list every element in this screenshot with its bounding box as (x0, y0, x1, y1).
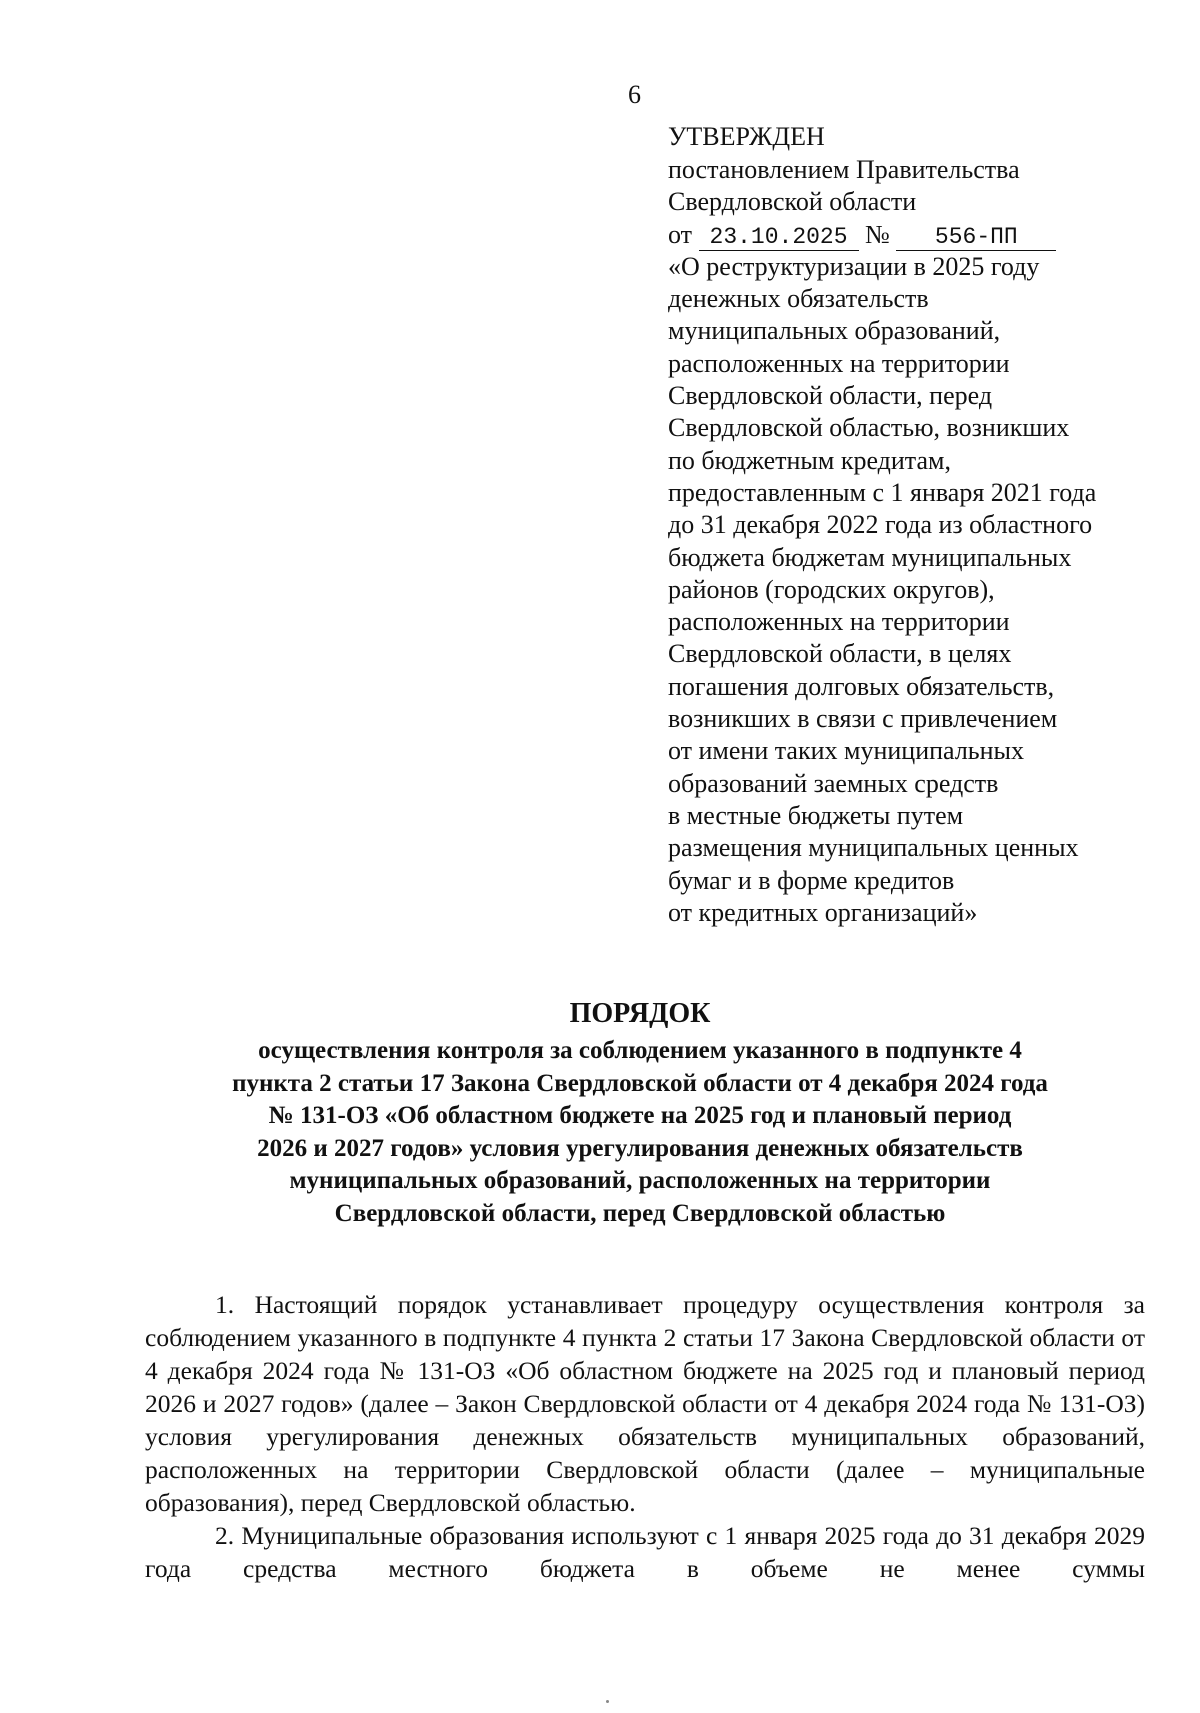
approval-title-line: Свердловской областью, возникших (668, 413, 1070, 443)
approval-title-line: в местные бюджеты путем (668, 800, 964, 830)
number-value: 556-ПП (896, 224, 1056, 251)
approval-issuer-line: постановлением Правительства (668, 155, 1020, 184)
approval-issuer-line: Свердловской области (668, 187, 917, 217)
approval-title-line: «О реструктуризации в 2025 году (668, 251, 1040, 281)
subtitle-line: муниципальных образований, расположенных на территории (289, 1167, 991, 1195)
date-prefix: от (668, 219, 693, 249)
paragraph-1: 1. Настоящий порядок устанавливает процедуру осуществления контроля за соблюдением указанного в подпункте 4 пункта 2 статьи 17 Закона Свердловской области от 4 декабря 2024 года № 131-ОЗ «Об областном бюджете на 2025 год и плановый период 2026 и 2027 годов» (далее – Закон Свердловской области от 4 декабря 2024 года № 131-ОЗ) условия урегулирования денежных обязательств муниципальных образований, расположенных на территории Свердловской области (далее – муниципальные образования), перед Свердловской областью. (145, 1290, 1145, 1517)
approval-title-line: бюджета бюджетам муниципальных (668, 542, 1072, 572)
approval-stamp (668, 120, 1168, 929)
approval-title-line: размещения муниципальных ценных (668, 833, 1079, 863)
approval-title-line: Свердловской области, в целях (668, 639, 1012, 669)
subtitle-line: Свердловской области, перед Свердловской областью (334, 1199, 946, 1227)
approval-title-line: по бюджетным кредитам, (668, 445, 951, 475)
document-title-block (110, 995, 1170, 1231)
approval-date-number-line (668, 219, 1168, 251)
scan-mark (606, 1700, 609, 1703)
date-value: 23.10.2025 (699, 224, 859, 251)
document-body (145, 1288, 1145, 1585)
page-number: 6 (628, 80, 641, 109)
approval-title-line: образований заемных средств (668, 768, 999, 798)
approval-title-line: Свердловской области, перед (668, 381, 993, 411)
subtitle-line: 2026 и 2027 годов» условия урегулирования денежных обязательств (257, 1134, 1023, 1162)
subtitle-line: осуществления контроля за соблюдением указанного в подпункте 4 (258, 1037, 1022, 1064)
subtitle-line: № 131-ОЗ «Об областном бюджете на 2025 год и плановый период (268, 1102, 1012, 1130)
approval-title-line: возникших в связи с привлечением (668, 704, 1058, 734)
subtitle-line: пункта 2 статьи 17 Закона Свердловской области от 4 декабря 2024 года (232, 1069, 1048, 1097)
approval-heading: УТВЕРЖДЕН (668, 122, 825, 151)
approval-title-line: районов (городских округов), (668, 574, 995, 604)
number-prefix: № (865, 219, 890, 249)
document-subtitle (110, 1035, 1170, 1231)
approval-title-line: от имени таких муниципальных (668, 736, 1025, 766)
paragraph-2: 2. Муниципальные образования используют с 1 января 2025 года до 31 декабря 2029 года средства местного бюджета в объеме не менее суммы (145, 1521, 1145, 1583)
approval-title-line: бумаг и в форме кредитов (668, 865, 955, 895)
approval-title-line: от кредитных организаций» (668, 897, 978, 927)
document-title: ПОРЯДОК (569, 998, 711, 1029)
approval-title-line: погашения долговых обязательств, (668, 671, 1055, 701)
approval-resolution-title (668, 251, 1168, 929)
approval-title-line: предоставленным с 1 января 2021 года (668, 477, 1097, 507)
approval-title-line: до 31 декабря 2022 года из областного (668, 510, 1093, 540)
approval-title-line: муниципальных образований, (668, 316, 1001, 346)
approval-title-line: расположенных на территории (668, 607, 1010, 637)
approval-title-line: расположенных на территории (668, 348, 1010, 378)
approval-title-line: денежных обязательств (668, 284, 929, 314)
